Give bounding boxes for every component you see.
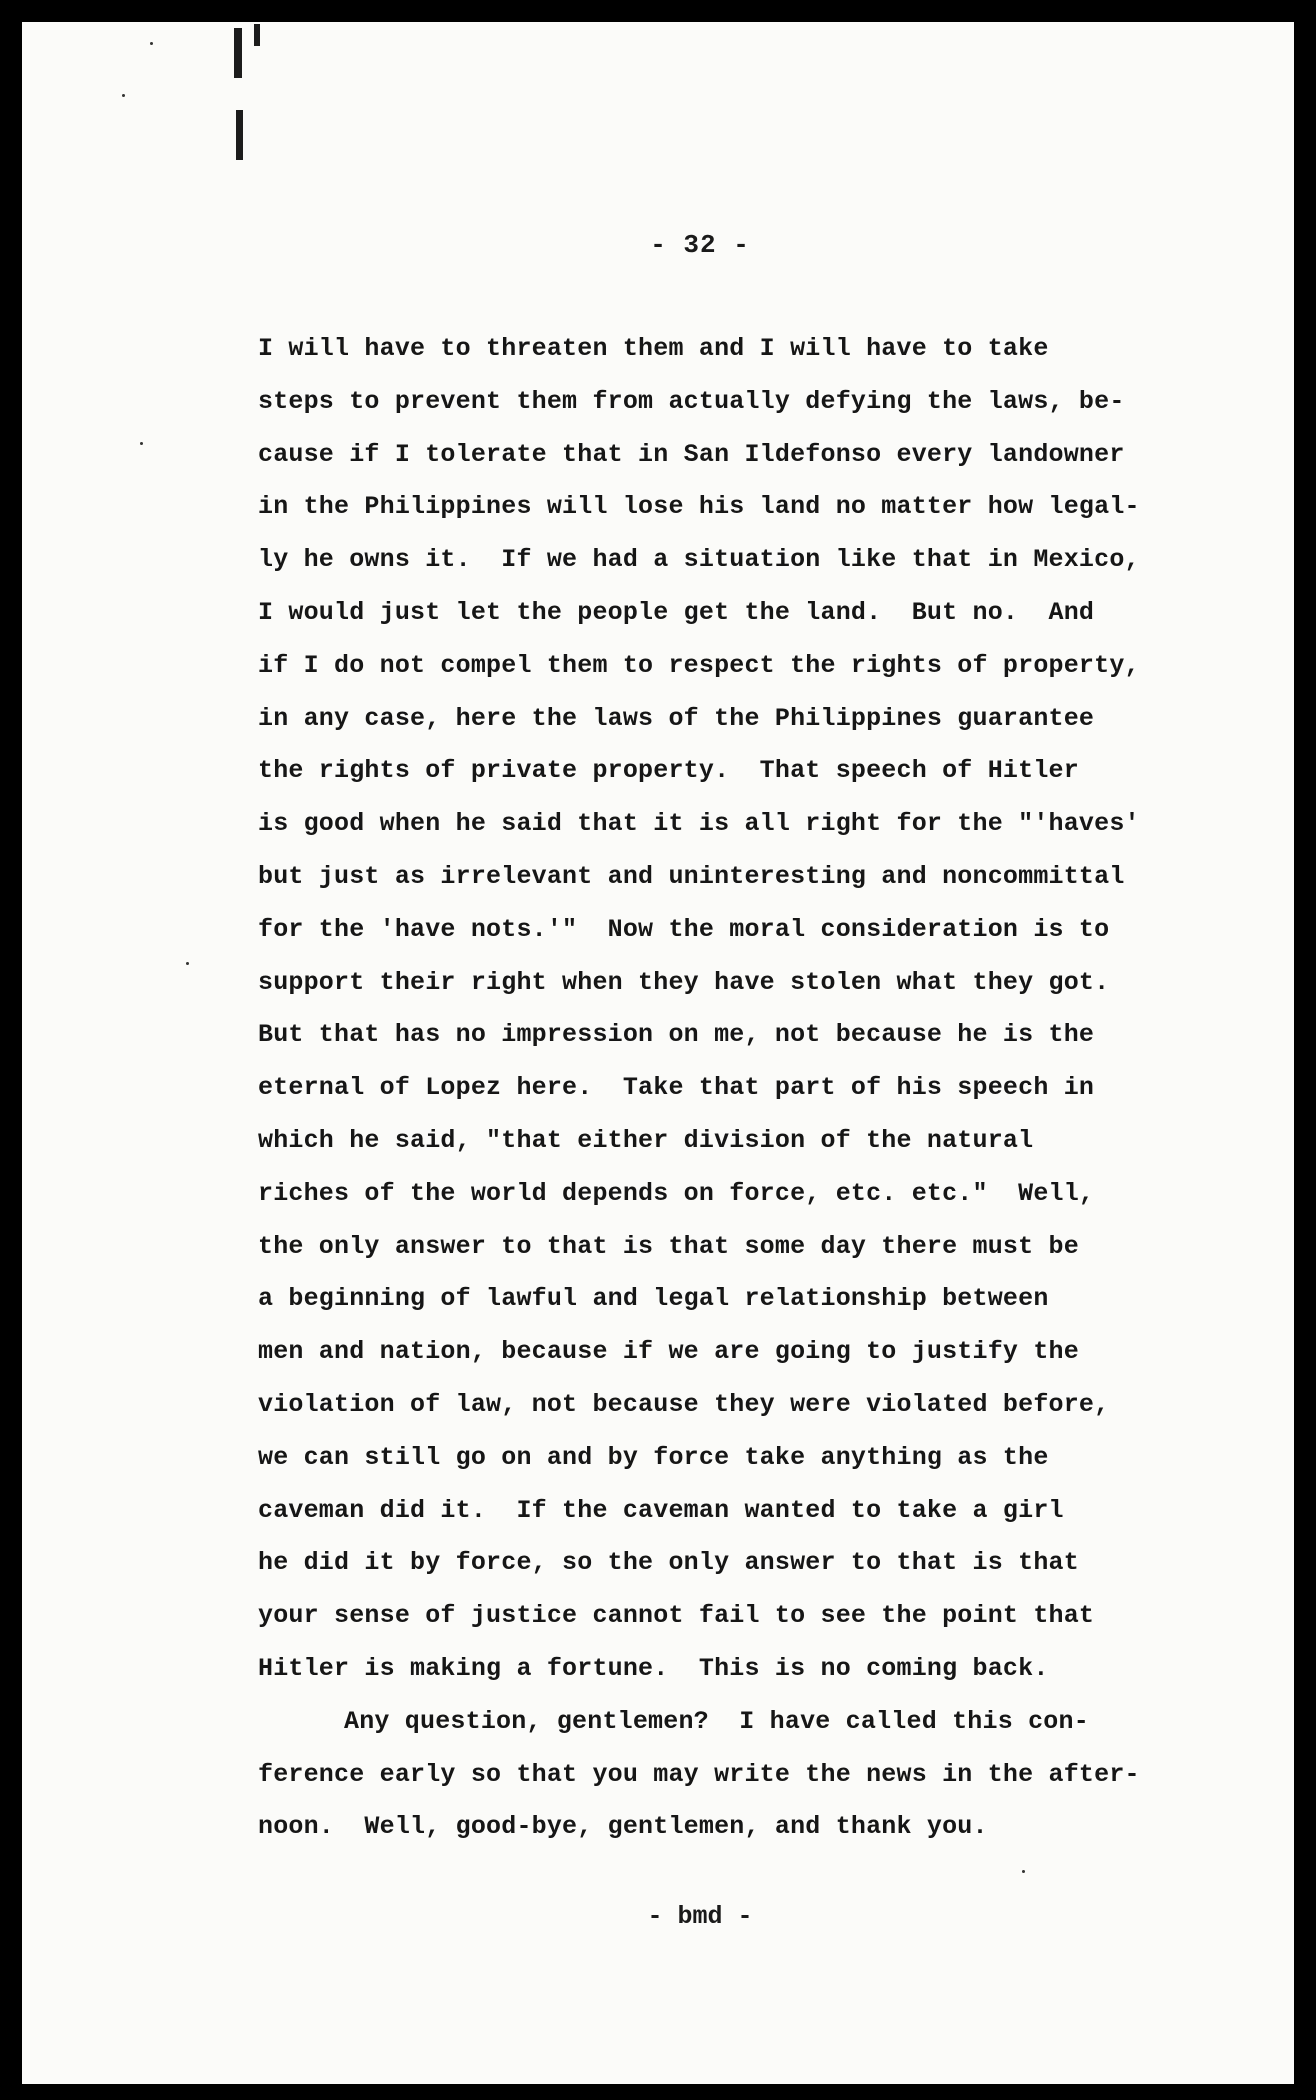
- text-line: the rights of private property. That speech of Hitler: [258, 756, 1079, 786]
- typist-initials: - bmd -: [647, 1902, 753, 1931]
- text-line: Hitler is making a fortune. This is no coming back.: [258, 1653, 1049, 1683]
- text-line: is good when he said that it is all right for the "'haves': [258, 809, 1140, 839]
- text-line: support their right when they have stolen what they got.: [258, 967, 1110, 997]
- binding-mark-top: [234, 28, 242, 78]
- body-text: [258, 323, 1238, 1854]
- text-line: in any case, here the laws of the Philippines guarantee: [258, 703, 1095, 733]
- text-line: Any question, gentlemen? I have called this con-: [344, 1706, 1089, 1736]
- text-line: I will have to threaten them and I will have to take: [258, 334, 1049, 363]
- text-line: cause if I tolerate that in San Ildefonso every landowner: [258, 439, 1125, 469]
- text-line: ly he owns it. If we had a situation like that in Mexico,: [258, 545, 1140, 575]
- text-line: noon. Well, good-bye, gentlemen, and thank you.: [258, 1812, 988, 1842]
- text-line: a beginning of lawful and legal relationship between: [258, 1284, 1049, 1314]
- text-line: for the 'have nots.'" Now the moral consideration is to: [258, 914, 1110, 944]
- text-line: men and nation, because if we are going to justify the: [258, 1337, 1079, 1367]
- text-line: violation of law, not because they were violated before,: [258, 1389, 1110, 1419]
- scan-speck: [122, 94, 125, 97]
- scan-speck: [140, 442, 143, 445]
- text-line: the only answer to that is that some day there must be: [258, 1231, 1079, 1261]
- scan-speck: [150, 42, 153, 45]
- text-line: eternal of Lopez here. Take that part of his speech in: [258, 1073, 1095, 1103]
- binding-mark-top-2: [254, 24, 260, 46]
- text-line: caveman did it. If the caveman wanted to take a girl: [258, 1495, 1064, 1525]
- text-line: but just as irrelevant and uninteresting and noncommittal: [258, 861, 1125, 891]
- text-line: steps to prevent them from actually defying the laws, be-: [258, 386, 1125, 416]
- document-page: [22, 22, 1294, 2084]
- text-line: I would just let the people get the land. But no. And: [258, 597, 1095, 627]
- binding-mark-lower: [236, 110, 243, 160]
- page-number: - 32 -: [650, 230, 750, 260]
- text-line: riches of the world depends on force, etc. etc." Well,: [258, 1178, 1095, 1208]
- text-line: in the Philippines will lose his land no matter how legal-: [258, 492, 1140, 522]
- text-line: if I do not compel them to respect the rights of property,: [258, 650, 1140, 680]
- text-line: we can still go on and by force take anything as the: [258, 1442, 1049, 1472]
- text-line: your sense of justice cannot fail to see the point that: [258, 1601, 1095, 1631]
- text-line: he did it by force, so the only answer to that is that: [258, 1548, 1079, 1578]
- text-line: But that has no impression on me, not because he is the: [258, 1020, 1095, 1050]
- text-line: which he said, "that either division of the natural: [258, 1125, 1034, 1155]
- text-line: ference early so that you may write the news in the after-: [258, 1759, 1140, 1789]
- scan-speck: [186, 962, 189, 965]
- scan-speck: [1022, 1870, 1025, 1873]
